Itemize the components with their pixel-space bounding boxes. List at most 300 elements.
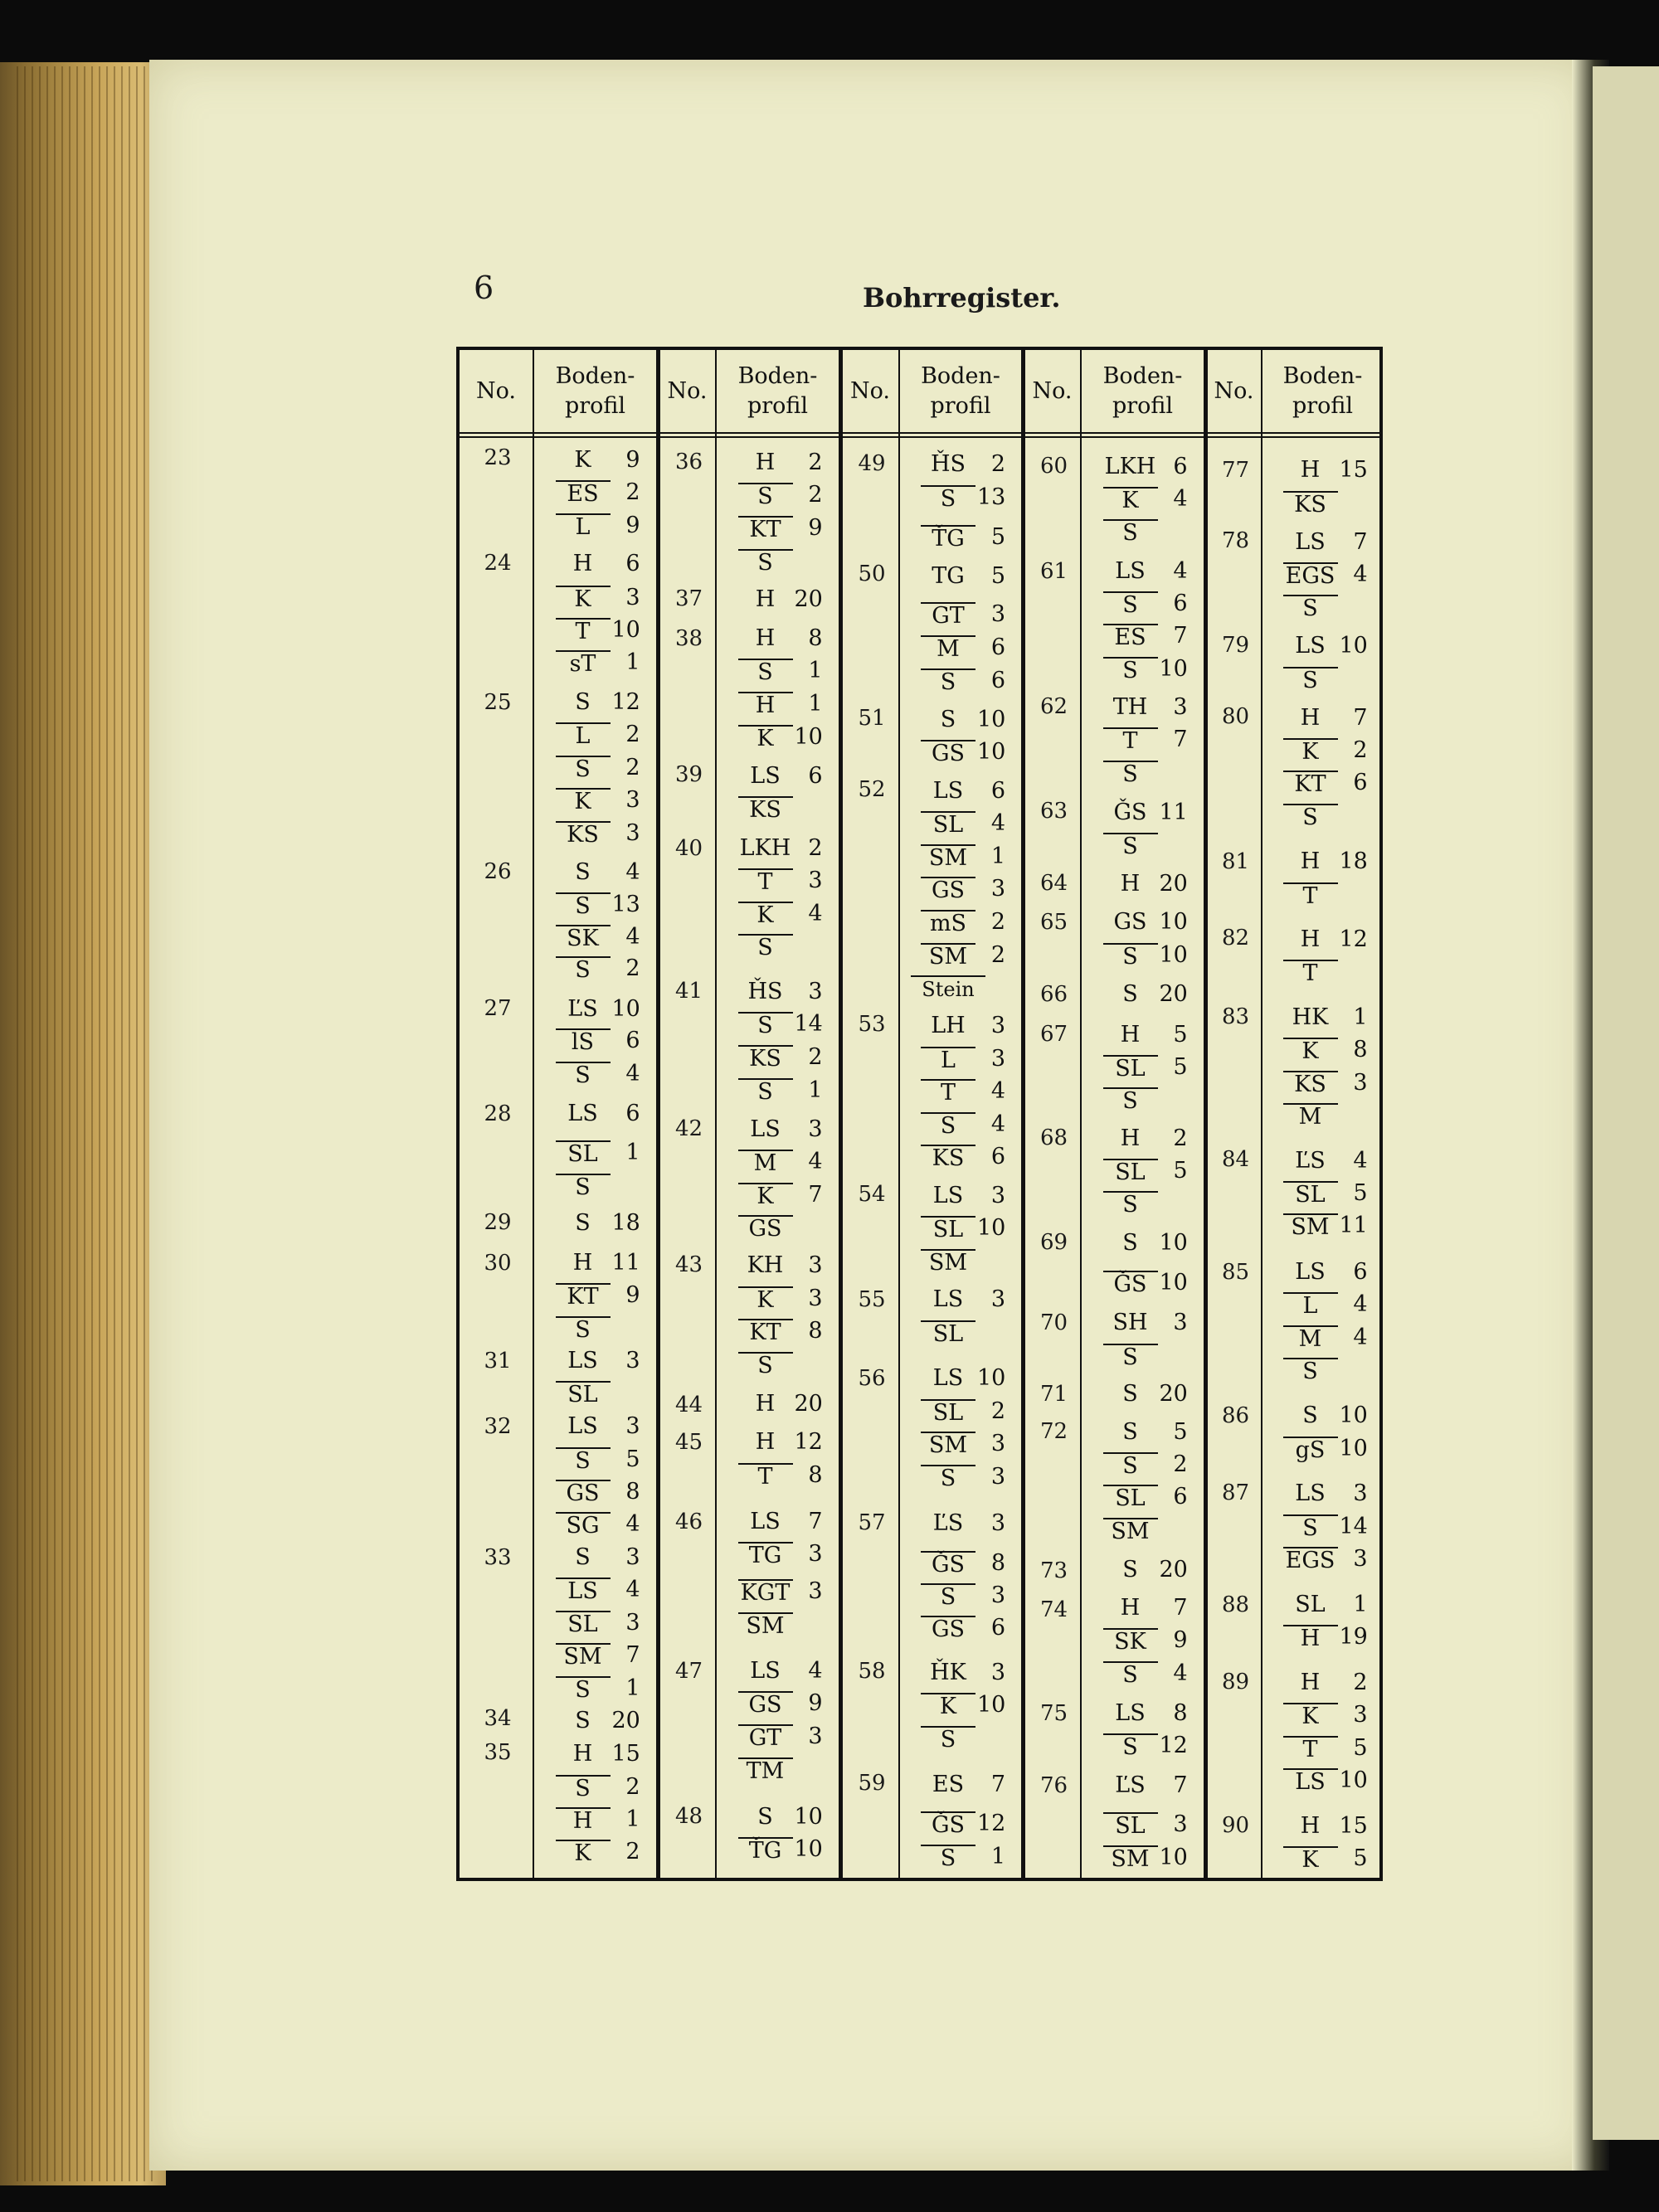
layer-thickness: 2 <box>625 1839 640 1864</box>
boring-number: 82 <box>1221 926 1250 950</box>
boring-number: 75 <box>1039 1701 1068 1726</box>
layer-thickness: 3 <box>625 1348 640 1373</box>
layer-thickness: 1 <box>625 1806 640 1832</box>
layer-thickness: 12 <box>977 1811 1006 1836</box>
layer-thickness: 10 <box>1159 942 1188 968</box>
layer-thickness: 3 <box>990 1660 1005 1685</box>
layer-thickness: 4 <box>625 1511 640 1537</box>
soil-code: ĽS <box>1115 1772 1146 1798</box>
layer-thickness: 9 <box>625 447 640 473</box>
soil-code: LS <box>932 778 964 804</box>
soil-code: KS <box>556 821 611 848</box>
layer-thickness: 8 <box>1353 1037 1368 1062</box>
layer-thickness: 1 <box>625 1140 640 1165</box>
layer-thickness: 8 <box>808 1462 823 1488</box>
layer-thickness: 4 <box>625 1577 640 1602</box>
soil-code: SM <box>921 844 975 871</box>
boring-number: 74 <box>1039 1597 1068 1622</box>
soil-code: T <box>738 1463 793 1490</box>
layer-thickness: 3 <box>990 876 1005 902</box>
header-no: No. <box>1032 377 1073 404</box>
boring-number: 47 <box>674 1659 703 1684</box>
soil-code: GS <box>738 1691 793 1718</box>
soil-code: S <box>1283 1358 1338 1384</box>
layer-thickness: 9 <box>625 513 640 538</box>
soil-code: SL <box>1295 1592 1326 1617</box>
soil-code: LS <box>1283 1768 1338 1795</box>
layer-thickness: 2 <box>1173 1451 1188 1477</box>
layer-thickness: 3 <box>808 1578 823 1604</box>
facing-page-edge <box>1593 66 1659 2140</box>
soil-code: SK <box>1103 1628 1158 1655</box>
layer-thickness: 6 <box>1173 591 1188 616</box>
layer-thickness: 4 <box>808 901 823 926</box>
soil-code: SM <box>1103 1518 1158 1544</box>
soil-code: S <box>1103 1452 1158 1479</box>
layer-thickness: 3 <box>625 585 640 610</box>
layer-thickness: 10 <box>611 996 640 1022</box>
layer-thickness: 3 <box>808 1116 823 1142</box>
layer-thickness: 6 <box>625 1101 640 1126</box>
layer-thickness: 10 <box>1339 1403 1368 1428</box>
soil-code: K <box>1103 487 1158 513</box>
page-edge-lines <box>17 66 158 2181</box>
soil-code: M <box>738 1150 793 1176</box>
layer-thickness: 20 <box>1159 1381 1188 1407</box>
column-group-divider <box>839 350 843 1878</box>
layer-thickness: 6 <box>1353 770 1368 795</box>
soil-code: SM <box>921 1432 975 1458</box>
layer-thickness: 1 <box>990 843 1005 869</box>
soil-code: sT <box>556 650 611 677</box>
layer-thickness: 3 <box>990 1183 1005 1208</box>
layer-thickness: 12 <box>794 1429 823 1455</box>
soil-code: S <box>1103 1344 1158 1370</box>
layer-thickness: 9 <box>808 1690 823 1716</box>
soil-code: H <box>755 1429 776 1455</box>
layer-thickness: 7 <box>1173 623 1188 649</box>
soil-code: EGS <box>1283 1547 1338 1573</box>
layer-thickness: 4 <box>1353 1291 1368 1317</box>
boring-number: 54 <box>858 1182 886 1207</box>
layer-thickness: 3 <box>625 1610 640 1636</box>
soil-code: SM <box>1103 1845 1158 1872</box>
layer-thickness: 8 <box>625 1479 640 1505</box>
layer-thickness: 10 <box>1159 1845 1188 1870</box>
boring-number: 23 <box>484 445 512 470</box>
soil-code: H <box>1300 926 1321 952</box>
layer-thickness: 15 <box>1339 1813 1368 1839</box>
boring-number: 43 <box>674 1252 703 1277</box>
soil-code: ES <box>556 480 611 507</box>
boring-number: 56 <box>858 1366 886 1391</box>
boring-number: 87 <box>1221 1480 1250 1505</box>
soil-code: S <box>1283 804 1338 830</box>
layer-thickness: 3 <box>990 1464 1005 1490</box>
layer-thickness: 1 <box>808 1077 823 1103</box>
layer-thickness: 3 <box>625 820 640 846</box>
layer-thickness: 2 <box>1353 737 1368 763</box>
soil-code: TH <box>1112 694 1148 720</box>
boring-number: 73 <box>1039 1558 1068 1583</box>
soil-code: S <box>556 1062 611 1088</box>
layer-thickness: 1 <box>625 649 640 675</box>
layer-thickness: 8 <box>990 1550 1005 1576</box>
layer-thickness: 3 <box>808 1723 823 1749</box>
layer-thickness: 12 <box>1339 926 1368 952</box>
layer-thickness: 10 <box>794 1836 823 1862</box>
boring-number: 39 <box>674 762 703 787</box>
header-bodenprofil: Boden- profil <box>1102 362 1183 419</box>
soil-code: H <box>572 1741 593 1767</box>
soil-code: KS <box>738 1045 793 1072</box>
layer-thickness: 4 <box>990 1078 1005 1104</box>
layer-thickness: 3 <box>808 1541 823 1567</box>
layer-thickness: 1 <box>808 658 823 683</box>
layer-thickness: 20 <box>1159 1557 1188 1582</box>
soil-code: K <box>738 902 793 928</box>
soil-code: S <box>1122 1419 1138 1445</box>
layer-thickness: 3 <box>625 1413 640 1439</box>
soil-code: S <box>940 707 956 732</box>
layer-thickness: 5 <box>1353 1180 1368 1206</box>
soil-code: S <box>1103 591 1158 618</box>
soil-code: GS <box>738 1215 793 1242</box>
soil-code: S <box>556 756 611 782</box>
soil-code: GT <box>921 602 975 629</box>
layer-thickness: 1 <box>808 691 823 717</box>
boring-number: 44 <box>674 1393 703 1417</box>
soil-code: S <box>738 483 793 509</box>
boring-number: 55 <box>858 1287 886 1312</box>
soil-code: K <box>556 788 611 814</box>
boring-number: 80 <box>1221 704 1250 729</box>
soil-code: ĽS <box>1295 1148 1326 1174</box>
boring-number: 40 <box>674 836 703 861</box>
soil-code: ǦS <box>921 1811 975 1838</box>
layer-thickness: 5 <box>990 524 1005 550</box>
soil-code: SL <box>921 1216 975 1242</box>
layer-thickness: 10 <box>1159 656 1188 682</box>
layer-thickness: 20 <box>1159 981 1188 1007</box>
soil-code: SG <box>556 1512 611 1539</box>
layer-thickness: 5 <box>625 1446 640 1472</box>
layer-thickness: 8 <box>808 1318 823 1344</box>
layer-thickness: 4 <box>625 1061 640 1087</box>
soil-code: K <box>574 447 591 473</box>
soil-code: LKH <box>739 835 791 861</box>
layer-thickness: 3 <box>1353 1702 1368 1728</box>
boring-number: 72 <box>1039 1419 1068 1444</box>
layer-thickness: 10 <box>794 1804 823 1830</box>
boring-number: 51 <box>858 706 886 731</box>
layer-thickness: 14 <box>794 1011 823 1037</box>
soil-code: S <box>1103 761 1158 787</box>
soil-code: S <box>1283 1514 1338 1541</box>
soil-code: KS <box>1283 1071 1338 1097</box>
soil-code: T <box>921 1079 975 1106</box>
soil-code: LS <box>567 1101 598 1126</box>
layer-thickness: 13 <box>611 892 640 917</box>
soil-code: S <box>556 1775 611 1801</box>
soil-code: SL <box>1103 1159 1158 1185</box>
layer-thickness: 6 <box>1173 1484 1188 1510</box>
soil-code: K <box>1283 1846 1338 1873</box>
layer-thickness: 3 <box>1353 1546 1368 1572</box>
soil-code: LS <box>932 1286 964 1312</box>
layer-thickness: 10 <box>977 1365 1006 1391</box>
soil-code: LS <box>567 1348 598 1373</box>
soil-code: K <box>1283 738 1338 765</box>
soil-code: S <box>738 1078 793 1105</box>
soil-code: H <box>1283 1625 1338 1651</box>
layer-thickness: 10 <box>977 739 1006 765</box>
boring-number: 27 <box>484 996 512 1021</box>
soil-code: S <box>921 485 975 512</box>
header-bodenprofil: Boden- profil <box>921 362 1000 419</box>
boring-number: 28 <box>484 1101 512 1126</box>
soil-code: ȞS <box>747 979 783 1004</box>
layer-thickness: 11 <box>1159 800 1188 825</box>
soil-code: H <box>755 450 776 475</box>
soil-code: ǦS <box>921 1551 975 1578</box>
soil-code: gS <box>1283 1437 1338 1463</box>
layer-thickness: 3 <box>808 868 823 893</box>
boring-number: 65 <box>1039 910 1068 935</box>
soil-code: S <box>1103 943 1158 970</box>
soil-code: T <box>1283 1736 1338 1762</box>
boring-number: 53 <box>858 1012 886 1037</box>
soil-code: S <box>556 1447 611 1474</box>
layer-thickness: 7 <box>1173 1595 1188 1621</box>
soil-code: S <box>738 659 793 685</box>
boring-number: 49 <box>858 451 886 476</box>
layer-thickness: 20 <box>611 1708 640 1733</box>
soil-code: ȞK <box>930 1660 966 1685</box>
layer-thickness: 10 <box>1159 1230 1188 1256</box>
layer-thickness: 3 <box>808 1252 823 1278</box>
layer-thickness: 2 <box>990 942 1005 968</box>
layer-thickness: 2 <box>625 955 640 981</box>
layer-thickness: 6 <box>1353 1259 1368 1285</box>
soil-code: ȞS <box>930 451 966 477</box>
boring-number: 31 <box>484 1349 512 1373</box>
soil-code: LS <box>750 1509 781 1534</box>
soil-code: GS <box>921 877 975 903</box>
soil-code: LS <box>1115 1700 1146 1726</box>
soil-code: S <box>738 549 793 576</box>
layer-thickness: 10 <box>977 707 1006 732</box>
boring-number: 59 <box>858 1771 886 1796</box>
layer-thickness: 6 <box>990 634 1005 660</box>
soil-code: S <box>921 1112 975 1139</box>
layer-thickness: 2 <box>1353 1670 1368 1695</box>
soil-code: S <box>738 1352 793 1378</box>
soil-code: ŤG <box>738 1837 793 1864</box>
boring-number: 64 <box>1039 871 1068 896</box>
soil-code: L <box>556 722 611 749</box>
layer-thickness: 3 <box>625 1544 640 1570</box>
soil-code: KT <box>1283 771 1338 797</box>
soil-code: EGS <box>1283 562 1338 589</box>
soil-code: S <box>1103 1191 1158 1218</box>
layer-thickness: 1 <box>1353 1004 1368 1030</box>
layer-thickness: 7 <box>625 1642 640 1668</box>
soil-code: S <box>556 956 611 983</box>
boring-number: 70 <box>1039 1310 1068 1335</box>
layer-thickness: 11 <box>1339 1213 1368 1238</box>
boring-number: 36 <box>674 450 703 474</box>
soil-code: ǦS <box>1103 1271 1158 1297</box>
boring-number: 58 <box>858 1659 886 1684</box>
layer-thickness: 3 <box>990 1582 1005 1608</box>
soil-code: K <box>1283 1703 1338 1729</box>
layer-thickness: 8 <box>1173 1700 1188 1726</box>
boring-number: 24 <box>484 551 512 576</box>
layer-thickness: 3 <box>990 1046 1005 1072</box>
layer-thickness: 3 <box>990 1013 1005 1038</box>
soil-code: LKH <box>1104 454 1156 479</box>
soil-code: H <box>1120 871 1141 897</box>
header-bodenprofil: Boden- profil <box>555 362 635 419</box>
soil-code: ES <box>1103 624 1158 650</box>
layer-thickness: 4 <box>625 924 640 950</box>
soil-code: KT <box>738 516 793 542</box>
boring-number: 78 <box>1221 528 1250 553</box>
soil-code: S <box>921 1726 975 1753</box>
soil-code: T <box>556 618 611 644</box>
soil-code: S <box>575 1544 591 1570</box>
boring-number: 52 <box>858 777 886 802</box>
soil-code: Stein <box>911 975 985 1002</box>
layer-thickness: 12 <box>611 689 640 715</box>
layer-thickness: 2 <box>808 450 823 475</box>
boring-number: 33 <box>484 1545 512 1570</box>
layer-thickness: 4 <box>990 810 1005 836</box>
soil-code: L <box>1283 1292 1338 1319</box>
soil-code: LS <box>556 1578 611 1604</box>
boring-number: 85 <box>1221 1260 1250 1285</box>
layer-thickness: 3 <box>1353 1070 1368 1096</box>
soil-code: T <box>1283 960 1338 986</box>
soil-code: H <box>1120 1022 1141 1048</box>
layer-thickness: 2 <box>808 1044 823 1070</box>
soil-code: LS <box>1295 1259 1326 1285</box>
layer-thickness: 2 <box>808 482 823 508</box>
layer-thickness: 4 <box>1173 558 1188 584</box>
layer-thickness: 6 <box>1173 454 1188 479</box>
header-rule <box>460 432 1379 438</box>
layer-thickness: 4 <box>808 1658 823 1684</box>
soil-code: KGT <box>738 1579 793 1606</box>
soil-code: ĽS <box>932 1510 964 1536</box>
boring-number: 71 <box>1039 1382 1068 1407</box>
layer-thickness: 1 <box>1353 1592 1368 1617</box>
bohrregister-table <box>456 347 1383 1881</box>
soil-code: SL <box>921 811 975 838</box>
soil-code: T <box>1103 727 1158 754</box>
soil-code: ǦS <box>1113 800 1147 825</box>
soil-code: GS <box>556 1480 611 1506</box>
soil-code: H <box>755 625 776 651</box>
soil-code: S <box>921 1465 975 1491</box>
boring-number: 45 <box>674 1430 703 1455</box>
soil-code: L <box>556 513 611 540</box>
soil-code: H <box>1300 1670 1321 1695</box>
soil-code: LS <box>750 1116 781 1142</box>
column-group-divider <box>1204 350 1208 1878</box>
layer-thickness: 7 <box>990 1772 1005 1797</box>
layer-thickness: 10 <box>1339 1436 1368 1461</box>
layer-thickness: 5 <box>1353 1845 1368 1871</box>
boring-number: 50 <box>858 562 886 586</box>
soil-code: HK <box>1292 1004 1329 1030</box>
boring-number: 37 <box>674 586 703 611</box>
layer-thickness: 2 <box>625 479 640 505</box>
soil-code: SL <box>1103 1812 1158 1839</box>
layer-thickness: 7 <box>808 1509 823 1534</box>
layer-thickness: 12 <box>1159 1733 1188 1758</box>
layer-thickness: 9 <box>1173 1627 1188 1653</box>
soil-code: GS <box>1113 909 1147 935</box>
layer-thickness: 1 <box>625 1675 640 1701</box>
layer-thickness: 4 <box>1353 1325 1368 1350</box>
column-divider <box>1080 350 1082 1878</box>
layer-thickness: 4 <box>1173 486 1188 512</box>
soil-code: KT <box>738 1319 793 1345</box>
soil-code: SL <box>1103 1055 1158 1082</box>
soil-code: LH <box>931 1013 966 1038</box>
layer-thickness: 10 <box>611 617 640 643</box>
soil-code: S <box>1103 657 1158 683</box>
layer-thickness: 7 <box>1353 705 1368 731</box>
header-no: No. <box>667 377 708 404</box>
soil-code: LS <box>1115 558 1146 584</box>
soil-code: KS <box>921 1145 975 1171</box>
soil-code: LS <box>1295 529 1326 555</box>
page-number: 6 <box>474 270 494 306</box>
boring-number: 57 <box>858 1510 886 1535</box>
soil-code: S <box>1103 1087 1158 1114</box>
layer-thickness: 3 <box>1173 1811 1188 1837</box>
soil-code: LS <box>1295 1480 1326 1506</box>
boring-number: 34 <box>484 1706 512 1731</box>
boring-number: 38 <box>674 626 703 651</box>
boring-number: 32 <box>484 1414 512 1439</box>
soil-code: LS <box>750 1658 781 1684</box>
soil-code: LS <box>932 1365 964 1391</box>
soil-code: SK <box>556 925 611 951</box>
layer-thickness: 7 <box>808 1182 823 1208</box>
soil-code: K <box>738 725 793 751</box>
soil-code: H <box>572 551 593 576</box>
boring-number: 26 <box>484 859 512 884</box>
boring-number: 84 <box>1221 1147 1250 1172</box>
layer-thickness: 10 <box>794 724 823 750</box>
soil-code: H <box>556 1807 611 1834</box>
layer-thickness: 5 <box>1173 1158 1188 1184</box>
soil-code: S <box>1122 1557 1138 1582</box>
soil-code: K <box>556 1840 611 1866</box>
layer-thickness: 4 <box>1353 1148 1368 1174</box>
layer-thickness: 5 <box>1173 1419 1188 1445</box>
layer-thickness: 4 <box>808 1149 823 1174</box>
layer-thickness: 7 <box>1173 1772 1188 1798</box>
soil-code: S <box>738 934 793 960</box>
soil-code: S <box>1122 981 1138 1007</box>
soil-code: SH <box>1112 1310 1148 1335</box>
boring-number: 81 <box>1221 849 1250 874</box>
